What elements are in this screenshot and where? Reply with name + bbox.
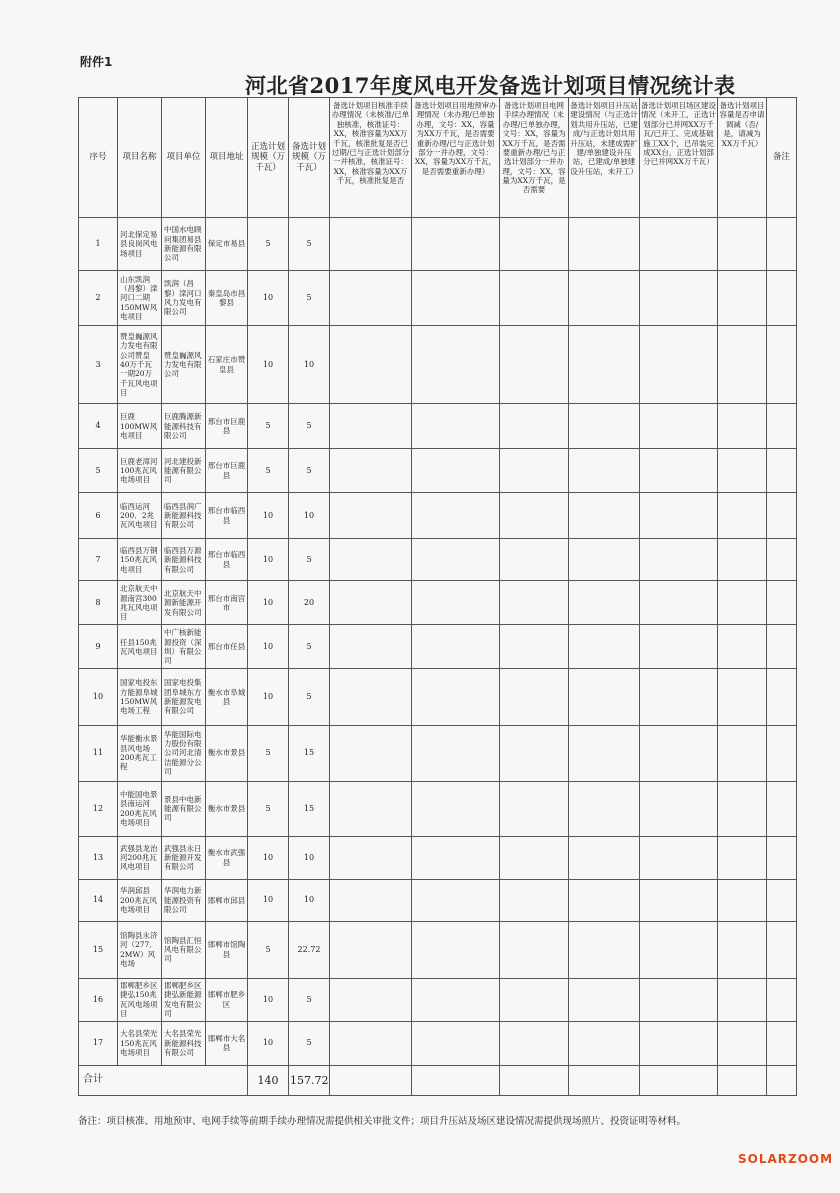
cell-main: 10 — [248, 581, 289, 625]
table-row — [79, 493, 797, 539]
totals-row — [79, 1065, 797, 1095]
cell-name: 河北保定易县良岗风电场项目 — [118, 218, 162, 271]
cell-no: 1 — [79, 218, 118, 271]
cell-addr: 邢台市临西县 — [206, 493, 248, 539]
table-row — [79, 781, 797, 836]
cell-empty — [330, 1021, 412, 1065]
header-cell: 项目名称 — [118, 98, 162, 218]
cell-no: 4 — [79, 404, 118, 449]
header-cell: 备选计划项目电网手续办理情况（未办理/已单独办理，文号：XX，容量为XX万千瓦，是否需要重新办理/已与正选计划部分一并办理，文号：XX，容量为XX万千瓦，是否需要 — [500, 98, 569, 218]
cell-no: 5 — [79, 449, 118, 493]
cell-empty — [767, 271, 797, 326]
table-row — [79, 218, 797, 271]
cell-no: 14 — [79, 879, 118, 921]
cell-empty — [767, 1021, 797, 1065]
cell-unit: 中国水电顾问集团易县新能源有限公司 — [162, 218, 206, 271]
cell-empty — [640, 725, 718, 781]
cell-empty — [330, 1065, 412, 1095]
cell-empty — [767, 539, 797, 581]
cell-empty — [718, 539, 767, 581]
cell-empty — [640, 781, 718, 836]
cell-unit: 景县中电新能源有限公司 — [162, 781, 206, 836]
cell-empty — [500, 271, 569, 326]
cell-empty — [569, 1021, 640, 1065]
cell-empty — [500, 539, 569, 581]
cell-main: 5 — [248, 781, 289, 836]
cell-empty — [412, 669, 500, 725]
cell-empty — [500, 218, 569, 271]
totals-main: 140 — [248, 1065, 289, 1095]
cell-unit: 华能国际电力股份有限公司河北清洁能源分公司 — [162, 725, 206, 781]
cell-backup: 20 — [289, 581, 330, 625]
cell-empty — [412, 879, 500, 921]
cell-no: 6 — [79, 493, 118, 539]
cell-empty — [767, 978, 797, 1021]
cell-empty — [767, 493, 797, 539]
header-cell: 项目单位 — [162, 98, 206, 218]
cell-addr: 衡水市武强县 — [206, 836, 248, 879]
header-cell: 备选计划规模（万千瓦） — [289, 98, 330, 218]
cell-name: 巨鹿老漳河100兆瓦风电场项目 — [118, 449, 162, 493]
cell-empty — [330, 581, 412, 625]
cell-main: 10 — [248, 1021, 289, 1065]
cell-unit: 中广核新能源投资（深圳）有限公司 — [162, 625, 206, 669]
header-cell: 备选计划项目核准手续办理情况（未核准/已单独核准，核准证号：XX，核准容量为XX万千瓦，核准批复是否已过期/已与正选计划部分一并核准，核准证号：XX，核准容量为XX万千瓦，核准批复是否 — [330, 98, 412, 218]
cell-backup: 10 — [289, 493, 330, 539]
cell-empty — [500, 725, 569, 781]
cell-main: 10 — [248, 978, 289, 1021]
table-row — [79, 625, 797, 669]
cell-empty — [640, 218, 718, 271]
cell-empty — [569, 271, 640, 326]
project-statistics-table — [78, 97, 797, 1096]
cell-name: 巨鹿100MW风电项目 — [118, 404, 162, 449]
totals-backup: 157.72 — [289, 1065, 330, 1095]
cell-backup: 15 — [289, 781, 330, 836]
cell-empty — [718, 625, 767, 669]
cell-name: 大名县荣光150兆瓦风电场项目 — [118, 1021, 162, 1065]
cell-empty — [500, 669, 569, 725]
cell-no: 11 — [79, 725, 118, 781]
cell-empty — [412, 218, 500, 271]
cell-backup: 10 — [289, 326, 330, 404]
cell-addr: 邯郸市邱县 — [206, 879, 248, 921]
cell-addr: 邢台市巨鹿县 — [206, 449, 248, 493]
attachment-label: 附件1 — [80, 55, 113, 69]
cell-empty — [330, 836, 412, 879]
table-row — [79, 539, 797, 581]
cell-name: 任县150兆瓦风电项目 — [118, 625, 162, 669]
cell-main: 5 — [248, 725, 289, 781]
cell-empty — [412, 539, 500, 581]
cell-addr: 邢台市临西县 — [206, 539, 248, 581]
cell-empty — [569, 921, 640, 978]
cell-name: 华润邱县200兆瓦风电场项目 — [118, 879, 162, 921]
cell-empty — [330, 218, 412, 271]
cell-unit: 临西县润广新能源科技有限公司 — [162, 493, 206, 539]
cell-no: 12 — [79, 781, 118, 836]
cell-name: 国家电投东方能源阜城150MW风电场工程 — [118, 669, 162, 725]
cell-main: 10 — [248, 625, 289, 669]
cell-empty — [718, 978, 767, 1021]
cell-empty — [569, 836, 640, 879]
cell-unit: 巨鹿腾源新能源科技有限公司 — [162, 404, 206, 449]
cell-empty — [500, 836, 569, 879]
cell-unit: 国家电投集团阜城东方新能源发电有限公司 — [162, 669, 206, 725]
cell-empty — [330, 669, 412, 725]
cell-empty — [767, 669, 797, 725]
cell-main: 10 — [248, 879, 289, 921]
cell-main: 10 — [248, 326, 289, 404]
cell-empty — [569, 539, 640, 581]
header-cell: 备选计划项目容量是否申请调减（否/是，请减为XX万千瓦） — [718, 98, 767, 218]
cell-no: 9 — [79, 625, 118, 669]
cell-unit: 馆陶县汇恒风电有限公司 — [162, 921, 206, 978]
cell-empty — [640, 449, 718, 493]
header-row — [79, 98, 797, 218]
cell-addr: 邯郸市馆陶县 — [206, 921, 248, 978]
cell-main: 10 — [248, 493, 289, 539]
cell-main: 5 — [248, 921, 289, 978]
cell-empty — [767, 449, 797, 493]
cell-empty — [767, 404, 797, 449]
cell-name: 邯郸肥乡区捷弘150兆瓦风电场项目 — [118, 978, 162, 1021]
cell-backup: 5 — [289, 539, 330, 581]
table-row — [79, 326, 797, 404]
cell-addr: 保定市易县 — [206, 218, 248, 271]
cell-no: 7 — [79, 539, 118, 581]
cell-name: 武强县龙治河200兆瓦风电项目 — [118, 836, 162, 879]
cell-main: 5 — [248, 218, 289, 271]
cell-empty — [767, 1065, 797, 1095]
cell-backup: 5 — [289, 978, 330, 1021]
cell-empty — [640, 921, 718, 978]
cell-empty — [569, 978, 640, 1021]
table-row — [79, 669, 797, 725]
cell-empty — [569, 725, 640, 781]
cell-empty — [718, 1065, 767, 1095]
table-row — [79, 581, 797, 625]
cell-empty — [500, 781, 569, 836]
cell-empty — [500, 449, 569, 493]
cell-empty — [500, 404, 569, 449]
cell-backup: 5 — [289, 669, 330, 725]
cell-empty — [569, 625, 640, 669]
cell-unit: 大名县荣光新能源科技有限公司 — [162, 1021, 206, 1065]
cell-empty — [569, 669, 640, 725]
cell-empty — [767, 781, 797, 836]
cell-empty — [330, 404, 412, 449]
cell-no: 17 — [79, 1021, 118, 1065]
header-cell: 备选计划项目用地预审办理情况（未办理/已单独办理，文号：XX，容量为XX万千瓦，是否需要重新办理/已与正选计划部分一并办理，文号：XX，容量为XX万千瓦，是否需要重新办理） — [412, 98, 500, 218]
cell-empty — [500, 1065, 569, 1095]
cell-unit: 华润电力新能源投资有限公司 — [162, 879, 206, 921]
cell-empty — [330, 625, 412, 669]
cell-name: 中能国电景县南运河200兆瓦风电场项目 — [118, 781, 162, 836]
cell-empty — [718, 404, 767, 449]
cell-backup: 10 — [289, 836, 330, 879]
cell-empty — [569, 781, 640, 836]
cell-main: 10 — [248, 271, 289, 326]
cell-empty — [767, 326, 797, 404]
table-row — [79, 836, 797, 879]
cell-empty — [330, 326, 412, 404]
cell-empty — [330, 271, 412, 326]
cell-empty — [640, 581, 718, 625]
cell-empty — [330, 493, 412, 539]
cell-empty — [412, 271, 500, 326]
header-cell: 备注 — [767, 98, 797, 218]
cell-empty — [412, 836, 500, 879]
table-row — [79, 271, 797, 326]
cell-empty — [330, 978, 412, 1021]
cell-addr: 石家庄市赞皇县 — [206, 326, 248, 404]
cell-empty — [412, 1021, 500, 1065]
table-body — [79, 218, 797, 1096]
cell-main: 10 — [248, 539, 289, 581]
cell-addr: 邯郸市大名县 — [206, 1021, 248, 1065]
cell-empty — [569, 1065, 640, 1095]
cell-main: 10 — [248, 836, 289, 879]
cell-empty — [500, 978, 569, 1021]
cell-no: 8 — [79, 581, 118, 625]
table-row — [79, 1021, 797, 1065]
cell-main: 10 — [248, 669, 289, 725]
cell-empty — [569, 493, 640, 539]
cell-empty — [500, 921, 569, 978]
cell-empty — [718, 725, 767, 781]
cell-empty — [718, 271, 767, 326]
cell-backup: 5 — [289, 404, 330, 449]
cell-unit: 赞皇巍源风力发电有限公司 — [162, 326, 206, 404]
cell-addr: 邢台市巨鹿县 — [206, 404, 248, 449]
cell-backup: 5 — [289, 625, 330, 669]
cell-empty — [640, 625, 718, 669]
cell-backup: 5 — [289, 218, 330, 271]
cell-backup: 15 — [289, 725, 330, 781]
cell-empty — [718, 836, 767, 879]
cell-empty — [718, 1021, 767, 1065]
totals-label: 合计 — [79, 1065, 248, 1095]
cell-empty — [718, 669, 767, 725]
cell-empty — [767, 218, 797, 271]
cell-empty — [640, 1021, 718, 1065]
footnote: 备注：项目核准、用地预审、电网手续等前期手续办理情况需提供相关审批文件；项目升压站及场区建设情况需提供现场照片、投资证明等材料。 — [78, 1116, 687, 1127]
cell-name: 山东凯润（昌黎）滦河口二期150MW风电项目 — [118, 271, 162, 326]
cell-addr: 邯郸市肥乡区 — [206, 978, 248, 1021]
cell-no: 15 — [79, 921, 118, 978]
cell-empty — [640, 493, 718, 539]
cell-unit: 邯郸肥乡区捷弘新能源发电有限公司 — [162, 978, 206, 1021]
cell-no: 10 — [79, 669, 118, 725]
table-row — [79, 978, 797, 1021]
cell-empty — [640, 326, 718, 404]
cell-backup: 22.72 — [289, 921, 330, 978]
cell-empty — [718, 326, 767, 404]
table-row — [79, 449, 797, 493]
cell-empty — [640, 836, 718, 879]
cell-empty — [767, 921, 797, 978]
cell-empty — [412, 493, 500, 539]
table-row — [79, 921, 797, 978]
cell-addr: 秦皇岛市昌黎县 — [206, 271, 248, 326]
cell-unit: 武强县永日新能源开发有限公司 — [162, 836, 206, 879]
cell-empty — [330, 449, 412, 493]
cell-name: 华能衡水景县风电场200兆瓦工程 — [118, 725, 162, 781]
cell-name: 临西县万钢150兆瓦风电项目 — [118, 539, 162, 581]
cell-empty — [412, 404, 500, 449]
cell-empty — [640, 539, 718, 581]
cell-empty — [640, 978, 718, 1021]
cell-name: 北京航天中源南宫300兆瓦风电项目 — [118, 581, 162, 625]
cell-empty — [500, 1021, 569, 1065]
cell-empty — [412, 326, 500, 404]
cell-backup: 10 — [289, 879, 330, 921]
cell-empty — [412, 449, 500, 493]
cell-empty — [330, 539, 412, 581]
cell-empty — [569, 879, 640, 921]
cell-empty — [412, 581, 500, 625]
cell-empty — [767, 836, 797, 879]
watermark-logo: SOLARZOOM — [738, 1152, 834, 1166]
cell-empty — [500, 493, 569, 539]
cell-no: 3 — [79, 326, 118, 404]
cell-empty — [640, 669, 718, 725]
cell-unit: 临西县万源新能源科技有限公司 — [162, 539, 206, 581]
cell-empty — [500, 625, 569, 669]
cell-empty — [767, 625, 797, 669]
cell-addr: 衡水市阜城县 — [206, 669, 248, 725]
cell-empty — [718, 218, 767, 271]
header-cell: 正选计划规模（万千瓦） — [248, 98, 289, 218]
header-cell: 备选计划项目场区建设情况（未开工，正选计划部分已并网XX万千瓦/已开工、完成基础施工XX个，已吊装完成XX台，正选计划部分已并网XX万千瓦） — [640, 98, 718, 218]
cell-no: 2 — [79, 271, 118, 326]
cell-empty — [767, 725, 797, 781]
cell-empty — [718, 781, 767, 836]
table-row — [79, 404, 797, 449]
cell-empty — [500, 326, 569, 404]
cell-empty — [767, 879, 797, 921]
cell-empty — [569, 581, 640, 625]
cell-empty — [412, 625, 500, 669]
cell-empty — [767, 581, 797, 625]
cell-addr: 衡水市景县 — [206, 781, 248, 836]
cell-no: 16 — [79, 978, 118, 1021]
cell-empty — [718, 493, 767, 539]
cell-addr: 邢台市任县 — [206, 625, 248, 669]
cell-addr: 邢台市南宫市 — [206, 581, 248, 625]
cell-empty — [718, 449, 767, 493]
cell-empty — [718, 581, 767, 625]
cell-empty — [640, 271, 718, 326]
cell-main: 5 — [248, 449, 289, 493]
document-title: 河北省2017年度风电开发备选计划项目情况统计表 — [245, 73, 736, 98]
cell-empty — [412, 921, 500, 978]
cell-empty — [330, 879, 412, 921]
cell-addr: 衡水市景县 — [206, 725, 248, 781]
cell-backup: 5 — [289, 1021, 330, 1065]
cell-name: 馆陶县永济河（277．2MW）风电场 — [118, 921, 162, 978]
cell-empty — [640, 879, 718, 921]
cell-empty — [412, 781, 500, 836]
cell-empty — [640, 1065, 718, 1095]
cell-empty — [412, 1065, 500, 1095]
cell-unit: 北京航天中源新能源开发有限公司 — [162, 581, 206, 625]
cell-empty — [718, 921, 767, 978]
cell-empty — [569, 326, 640, 404]
cell-name: 临西运河200．2兆瓦风电项目 — [118, 493, 162, 539]
cell-empty — [500, 879, 569, 921]
table-row — [79, 725, 797, 781]
cell-backup: 5 — [289, 449, 330, 493]
cell-empty — [500, 581, 569, 625]
cell-empty — [330, 781, 412, 836]
cell-empty — [330, 921, 412, 978]
cell-empty — [412, 725, 500, 781]
cell-empty — [569, 218, 640, 271]
header-cell: 序号 — [79, 98, 118, 218]
cell-backup: 5 — [289, 271, 330, 326]
cell-empty — [330, 725, 412, 781]
cell-empty — [718, 879, 767, 921]
cell-main: 5 — [248, 404, 289, 449]
cell-unit: 河北建投新能源有限公司 — [162, 449, 206, 493]
cell-empty — [569, 449, 640, 493]
cell-empty — [640, 404, 718, 449]
cell-no: 13 — [79, 836, 118, 879]
header-cell: 项目地址 — [206, 98, 248, 218]
table-row — [79, 879, 797, 921]
cell-empty — [412, 978, 500, 1021]
header-cell: 备选计划项目升压站建设情况（与正选计划共用升压站，已建成/与正选计划共用升压站，未建成需扩建/单独建设升压站，已建成/单独建设升压站，未开工） — [569, 98, 640, 218]
cell-name: 赞皇巍源风力发电有限公司赞皇40万千瓦一期20万千瓦风电项目 — [118, 326, 162, 404]
cell-empty — [569, 404, 640, 449]
cell-unit: 凯润（昌黎）滦河口风力发电有限公司 — [162, 271, 206, 326]
